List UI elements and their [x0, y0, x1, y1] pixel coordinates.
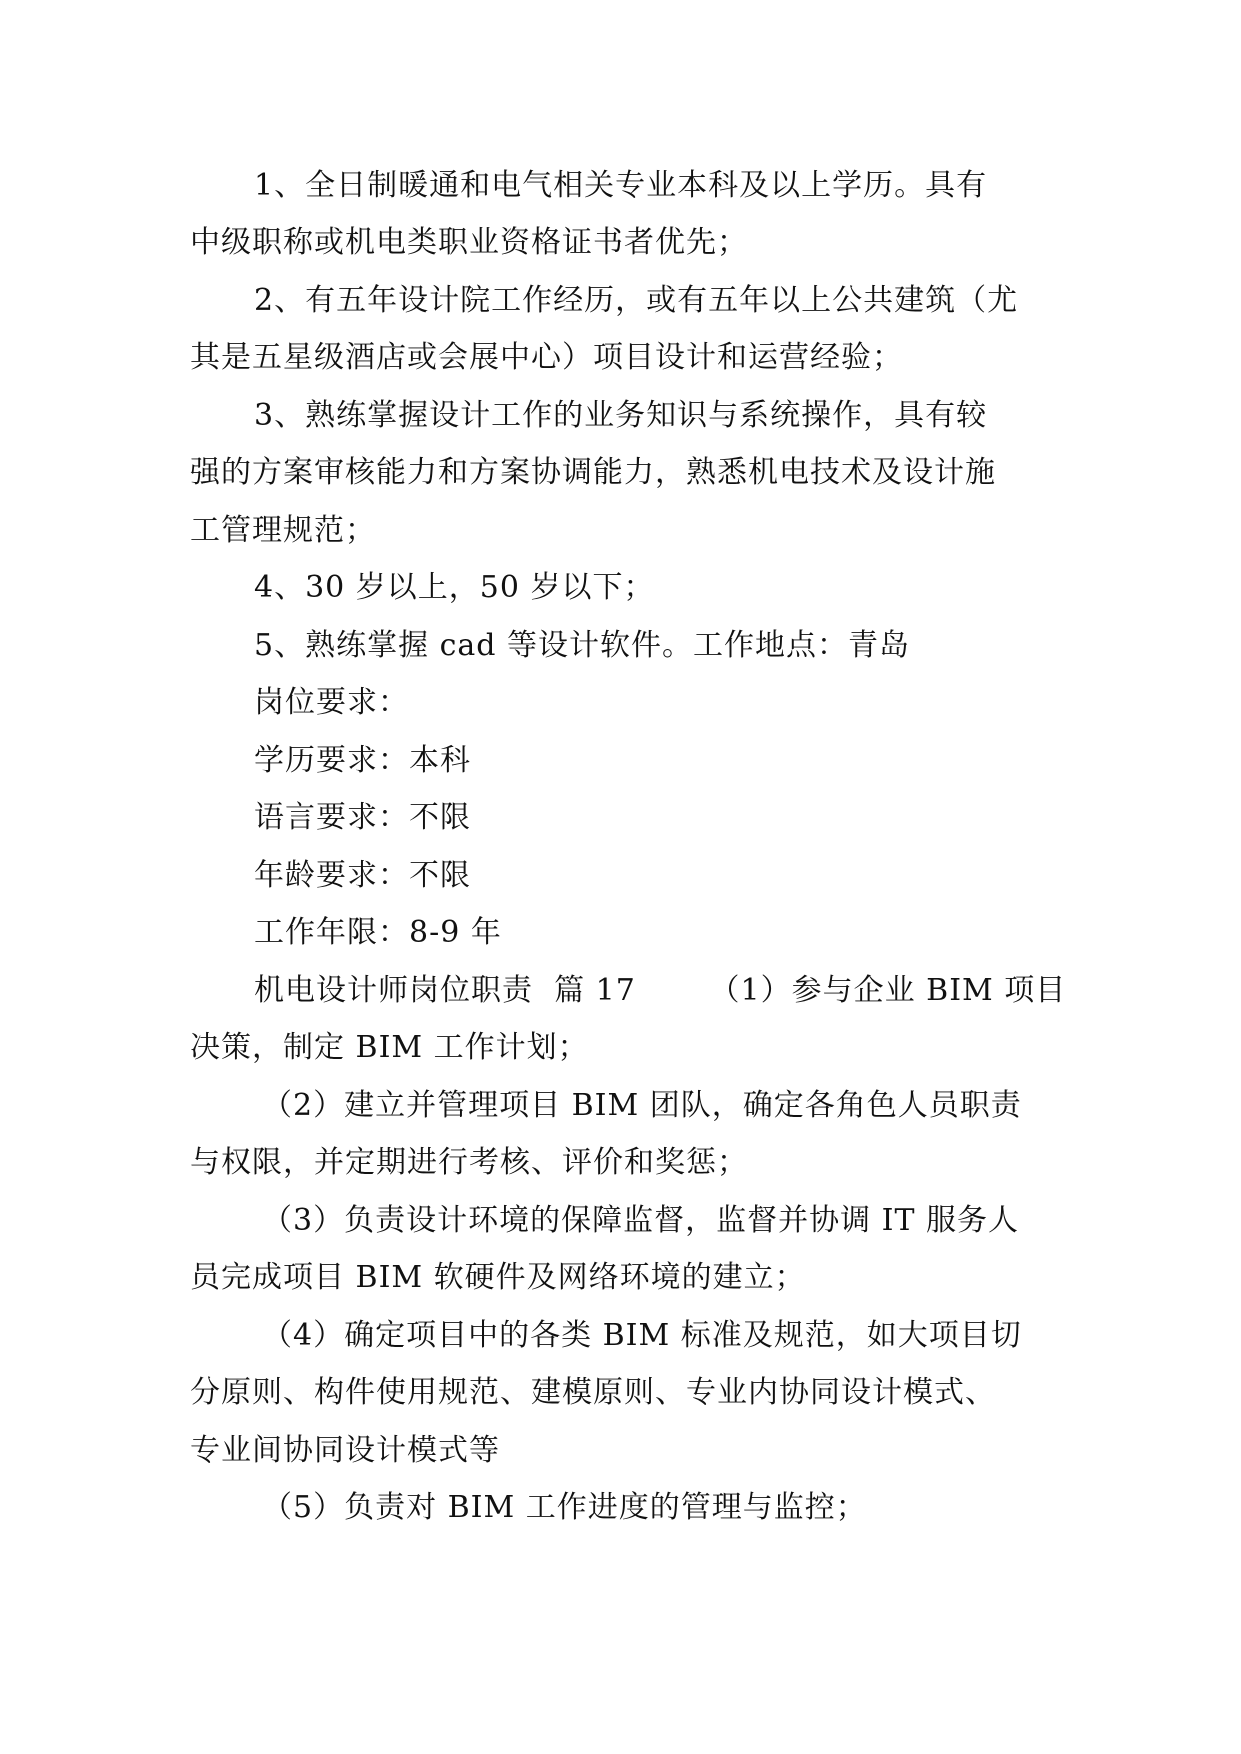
text-line: 决策，制定 BIM 工作计划； [190, 1030, 589, 1065]
text-line: 年龄要求：不限 [254, 858, 471, 893]
text-line: 3、熟练掌握设计工作的业务知识与系统操作，具有较 [254, 398, 988, 433]
text-line: 工作年限：8-9 年 [254, 915, 502, 950]
text-line: 机电设计师岗位职责 篇 17 （1）参与企业 BIM 项目 [254, 973, 1067, 1008]
text-line: （4）确定项目中的各类 BIM 标准及规范，如大项目切 [262, 1318, 1022, 1353]
text-line: 学历要求：本科 [254, 743, 471, 778]
text-line: 工管理规范； [190, 513, 376, 548]
text-line: 岗位要求： [254, 685, 409, 720]
text-line: （3）负责设计环境的保障监督，监督并协调 IT 服务人 [262, 1203, 1020, 1238]
text-line: （2）建立并管理项目 BIM 团队，确定各角色人员职责 [262, 1088, 1022, 1123]
text-line: 中级职称或机电类职业资格证书者优先； [190, 225, 748, 260]
text-line: 1、全日制暖通和电气相关专业本科及以上学历。具有 [254, 168, 988, 203]
text-line: 5、熟练掌握 cad 等设计软件。工作地点：青岛 [254, 628, 911, 663]
text-line: 员完成项目 BIM 软硬件及网络环境的建立； [190, 1260, 806, 1295]
text-line: 专业间协同设计模式等 [190, 1433, 500, 1468]
text-line: 强的方案审核能力和方案协调能力，熟悉机电技术及设计施 [190, 455, 996, 490]
text-line: （5）负责对 BIM 工作进度的管理与监控； [262, 1490, 867, 1525]
text-line: 语言要求：不限 [254, 800, 471, 835]
text-line: 2、有五年设计院工作经历，或有五年以上公共建筑（尤 [254, 283, 1019, 318]
text-line: 4、30 岁以上，50 岁以下； [254, 570, 655, 605]
text-line: 与权限，并定期进行考核、评价和奖惩； [190, 1145, 748, 1180]
text-line: 分原则、构件使用规范、建模原则、专业内协同设计模式、 [190, 1375, 996, 1410]
text-line: 其是五星级酒店或会展中心）项目设计和运营经验； [190, 340, 903, 375]
